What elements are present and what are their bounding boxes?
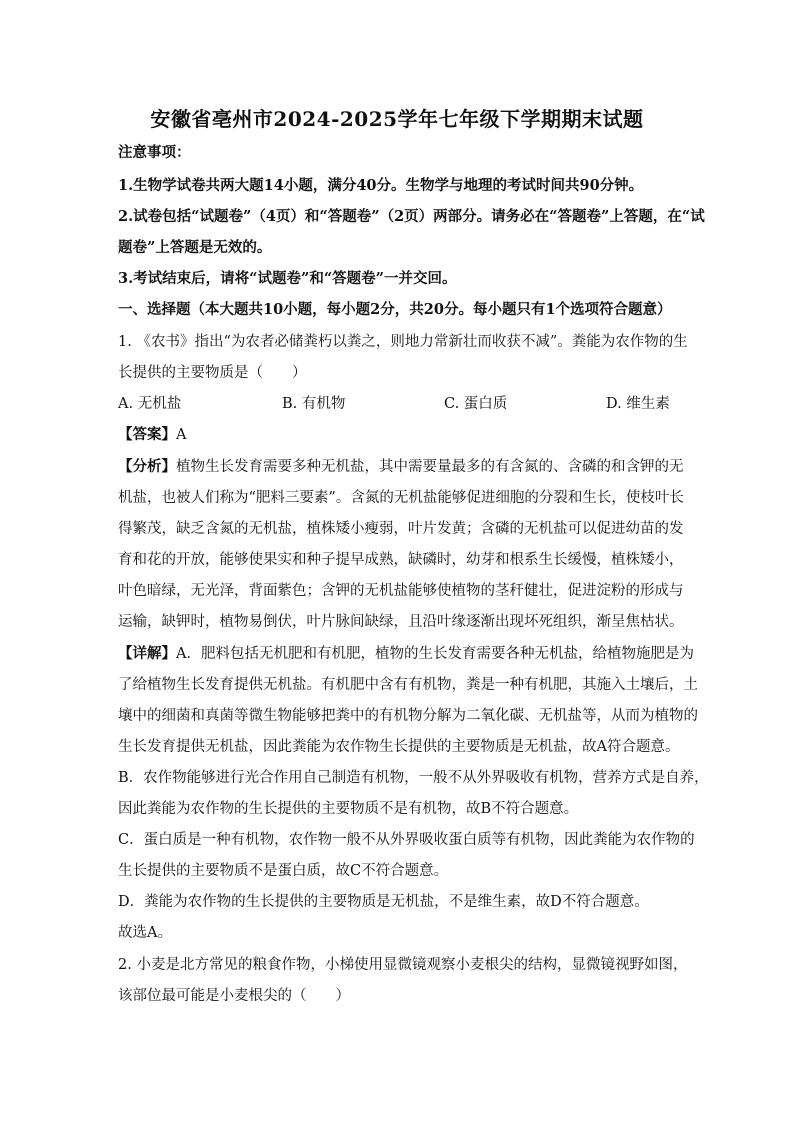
q1-detail-line-5: B．农作物能够进行光合作用自己制造有机物，一般不从外界吸收有机物，营养方式是自养， — [118, 770, 709, 786]
q1-detail-line-9: D．粪能为农作物的生长提供的主要物质是无机盐，不是维生素，故D不符合题意。 — [118, 894, 649, 910]
q1-detail-line-6: 因此粪能为农作物的生长提供的主要物质不是有机物，故B不符合题意。 — [118, 801, 579, 817]
q1-analysis-line-1 — [118, 457, 688, 477]
q1-analysis-line-3: 得繁茂，缺乏含氮的无机盐，植株矮小瘦弱，叶片发黄；含磷的无机盐可以促进幼苗的发 — [118, 521, 684, 537]
q2-stem-line-1: 2. 小麦是北方常见的粮食作物，小梯使用显微镜观察小麦根尖的结构，显微镜视野如图， — [118, 957, 688, 973]
detail-label: 【详解】 — [118, 645, 176, 662]
detail-text: A．肥料包括无机肥和有机肥，植物的生长发育需要各种无机盐，给植物施肥是为 — [176, 646, 694, 662]
q1-analysis-line-6: 运输，缺钾时，植物易倒伏，叶片脉间缺绿，且沿叶缘逐渐出现坏死组织，渐呈焦枯状。 — [118, 614, 684, 630]
answer-value: A — [176, 427, 187, 443]
notes-header: 注意事项： — [118, 144, 191, 161]
analysis-text: 植物生长发育需要多种无机盐，其中需要量最多的有含氮的、含磷的和含钾的无 — [176, 459, 684, 475]
q1-detail-line-4: 生长发育提供无机盐，因此粪能为农作物生长提供的主要物质是无机盐，故A符合题意。 — [118, 739, 680, 755]
q1-detail-line-7: C．蛋白质是一种有机物，农作物一般不从外界吸收蛋白质等有机物，因此粪能为农作物的 — [118, 832, 695, 848]
page-title: 安徽省亳州市2024-2025学年七年级下学期期末试题 — [150, 107, 644, 131]
section-header: 一、选择题（本大题共10小题，每小题2分，共20分。每小题只有1个选项符合题意） — [118, 301, 672, 318]
q1-detail-line-10: 故选A。 — [118, 925, 172, 941]
q1-answer — [118, 425, 688, 445]
q1-option-d: D. 维生素 — [606, 396, 670, 412]
note-line-1: 1.生物学试卷共两大题14小题，满分40分。生物学与地理的考试时间共90分钟。 — [118, 177, 644, 194]
q1-detail-line-1 — [118, 644, 694, 664]
q1-stem-line-1: 1. 《农书》指出“为农者必储粪朽以粪之，则地力常新壮而收获不减”。粪能为农作物的生 — [118, 334, 688, 350]
q1-option-c: C. 蛋白质 — [444, 396, 508, 412]
q1-detail-line-2: 了给植物生长发育提供无机盐。有机肥中含有有机物，粪是一种有机肥，其施入土壤后，土 — [118, 677, 698, 693]
answer-label: 【答案】 — [118, 426, 176, 443]
q1-analysis-line-2: 机盐，也被人们称为“肥料三要素”。含氮的无机盐能够促进细胞的分裂和生长，使枝叶长 — [118, 490, 684, 506]
q1-stem-line-2: 长提供的主要物质是（ ） — [118, 365, 307, 381]
q1-detail-line-3: 壤中的细菌和真菌等微生物能够把粪中的有机物分解为二氧化碳、无机盐等，从而为植物的 — [118, 708, 698, 724]
q1-option-b: B. 有机物 — [282, 396, 346, 412]
q1-detail-line-8: 生长提供的主要物质不是蛋白质，故C不符合题意。 — [118, 863, 449, 879]
q1-analysis-line-5: 叶色暗绿，无光泽，背面紫色；含钾的无机盐能够使植物的茎秆健壮，促进淀粉的形成与 — [118, 583, 684, 599]
q2-stem-line-2: 该部位最可能是小麦根尖的（ ） — [118, 988, 350, 1004]
analysis-label: 【分析】 — [118, 458, 176, 475]
note-line-3: 题卷”上答题是无效的。 — [118, 239, 272, 256]
q1-analysis-line-4: 育和花的开放，能够使果实和种子提早成熟，缺磷时，幼芽和根系生长缓慢，植株矮小， — [118, 552, 684, 568]
q1-option-a: A. 无机盐 — [118, 396, 182, 412]
note-line-2: 2.试卷包括“试题卷”（4页）和“答题卷”（2页）两部分。请务必在“答题卷”上答题，在“试 — [118, 208, 705, 225]
note-line-4: 3.考试结束后，请将“试题卷”和“答题卷”一并交回。 — [118, 270, 457, 287]
